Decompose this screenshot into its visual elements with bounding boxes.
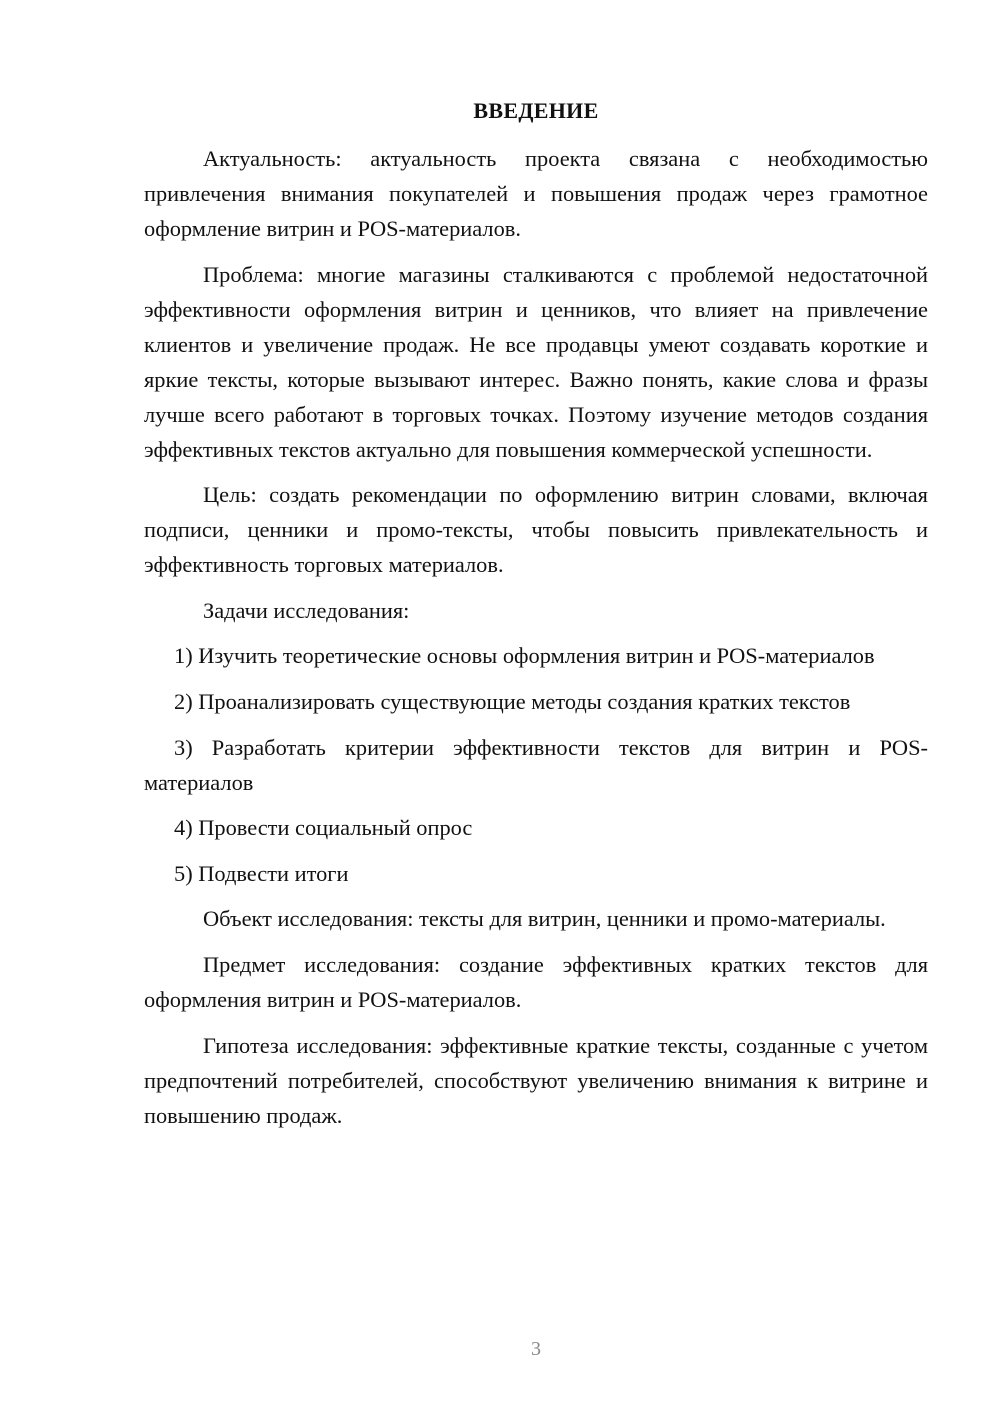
relevance-paragraph: Актуальность: актуальность проекта связана с необходимостью привлечения внимания покупателей и повышения продаж через грамотное оформление витрин и POS-материалов. — [144, 146, 928, 241]
page-title: ВВЕДЕНИЕ — [473, 98, 599, 123]
document-body — [144, 141, 928, 1143]
hypothesis-paragraph: Гипотеза исследования: эффективные краткие тексты, созданные с учетом предпочтений потребителей, способствуют увеличению внимания к витрине и повышению продаж. — [144, 1032, 928, 1128]
object-paragraph: Объект исследования: тексты для витрин, ценники и промо-материалы. — [203, 906, 886, 932]
subject-paragraph: Предмет исследования: создание эффективных кратких текстов для оформления витрин и POS-материалов. — [144, 951, 928, 1012]
problem-paragraph: Проблема: многие магазины сталкиваются с проблемой недостаточной эффективности оформления витрин и ценников, что влияет на привлечение клиентов и увеличение продаж. Не все продавцы умеют создавать короткие и яркие тексты, которые вызывают интерес. Важно понять, какие слова и фразы лучше всего работают в торговых точках. Поэтому изучение методов создания эффективных текстов актуально для повышения коммерческой успешности. — [144, 261, 928, 462]
task-item-2: 2) Проанализировать существующие методы создания кратких текстов — [174, 688, 851, 714]
page-number: 3 — [531, 1338, 541, 1360]
task-item-1: 1) Изучить теоретические основы оформления витрин и POS-материалов — [174, 643, 875, 669]
task-item-4: 4) Провести социальный опрос — [174, 815, 473, 841]
task-item-3: 3) Разработать критерии эффективности текстов для витрин и POS-материалов — [144, 734, 928, 795]
document-page — [144, 0, 928, 1414]
tasks-heading: Задачи исследования: — [203, 597, 410, 623]
task-item-5: 5) Подвести итоги — [174, 860, 349, 886]
goal-paragraph: Цель: создать рекомендации по оформлению витрин словами, включая подписи, ценники и промо-тексты, чтобы повысить привлекательность и эффективность торговых материалов. — [144, 482, 928, 578]
